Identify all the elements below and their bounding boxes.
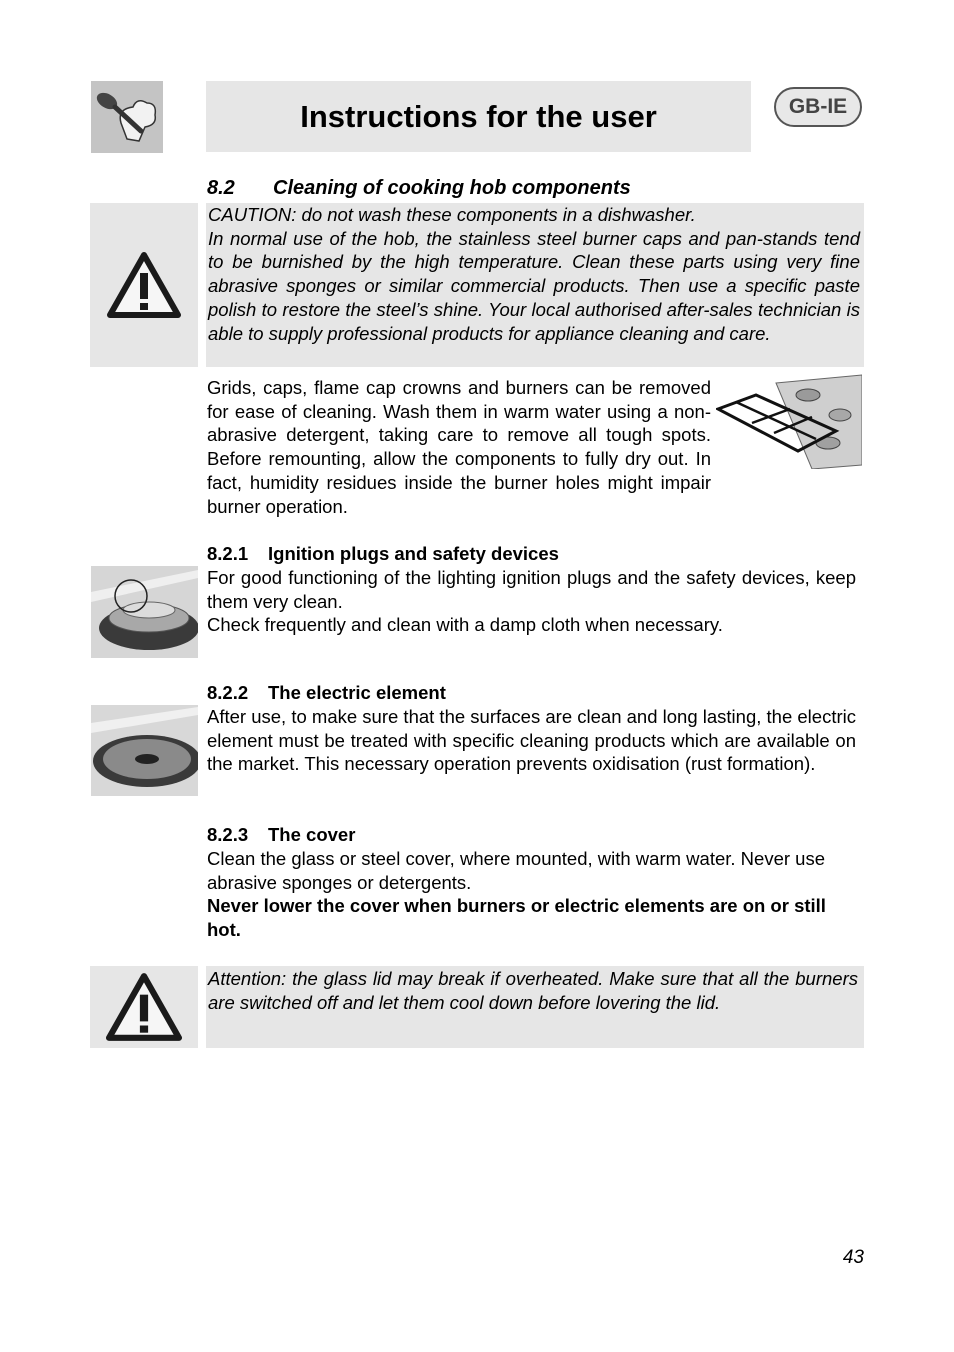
electric-paragraph: After use, to make sure that the surfaces are clean and long lasting, the electric element must be treated with specific cleaning products which are available on the market. This necessary operation prevents oxidisation (rust formation). bbox=[207, 706, 856, 775]
cover-paragraph-1: Clean the glass or steel cover, where mounted, with warm water. Never use abrasive sponges or detergents. bbox=[207, 848, 825, 893]
page-header bbox=[206, 81, 751, 152]
chef-logo bbox=[91, 81, 163, 153]
attention-box bbox=[206, 966, 864, 1048]
subsection-heading-ignition bbox=[207, 542, 559, 566]
caution-icon-box bbox=[90, 203, 198, 367]
page-number: 43 bbox=[842, 1247, 864, 1268]
electric-element-image bbox=[91, 705, 198, 796]
attention-text: Attention: the glass lid may break if overheated. Make sure that all the burners are switched off and let them cool down before lovering the lid. bbox=[208, 968, 858, 1013]
cover-text bbox=[207, 847, 856, 942]
page-title: Instructions for the user bbox=[300, 98, 657, 134]
grids-paragraph: Grids, caps, flame cap crowns and burners can be removed for ease of cleaning. Wash them in warm water using a non-abrasive detergent, taking care to remove all tough spots. Before remounting, allow the components to fully dry out. In fact, humidity residues inside the burner holes might impair burner operation. bbox=[207, 377, 711, 517]
subsection-number: 8.2.1 bbox=[207, 543, 249, 564]
hob-grid-image bbox=[716, 373, 862, 469]
subsection-title: The electric element bbox=[268, 682, 446, 703]
attention-icon-box bbox=[90, 966, 198, 1048]
subsection-title: The cover bbox=[268, 824, 356, 845]
language-badge: GB-IE bbox=[774, 87, 862, 127]
caution-line: CAUTION: do not wash these components in a dishwasher. bbox=[208, 204, 696, 225]
warning-triangle-icon bbox=[104, 249, 184, 321]
subsection-title: Ignition plugs and safety devices bbox=[268, 543, 559, 564]
spoon-hat-icon bbox=[91, 81, 163, 153]
subsection-heading-cover bbox=[207, 823, 355, 847]
ignition-plug-image bbox=[91, 566, 198, 658]
section-heading bbox=[207, 177, 631, 200]
caution-box bbox=[206, 203, 864, 367]
ignition-text bbox=[207, 566, 856, 637]
warning-triangle-icon bbox=[102, 970, 186, 1044]
subsection-number: 8.2.2 bbox=[207, 682, 249, 703]
subsection-heading-electric bbox=[207, 681, 446, 705]
section-number: 8.2 bbox=[207, 177, 235, 199]
cover-warning: Never lower the cover when burners or electric elements are on or still hot. bbox=[207, 895, 826, 941]
ignition-paragraph-1: For good functioning of the lighting ignition plugs and the safety devices, keep them very clean. bbox=[207, 567, 856, 612]
ignition-paragraph-2: Check frequently and clean with a damp cloth when necessary. bbox=[207, 614, 723, 636]
subsection-number: 8.2.3 bbox=[207, 824, 249, 845]
caution-body: In normal use of the hob, the stainless steel burner caps and pan-stands tend to be burnished by the high temperature. Clean these parts using very fine abrasive sponges or similar commercial products. Then use a specific paste polish to restore the steel’s shine. Your local authorised after-sales technician is able to supply professional products for appliance cleaning and care. bbox=[208, 227, 860, 344]
section-title: Cleaning of cooking hob components bbox=[273, 177, 631, 199]
